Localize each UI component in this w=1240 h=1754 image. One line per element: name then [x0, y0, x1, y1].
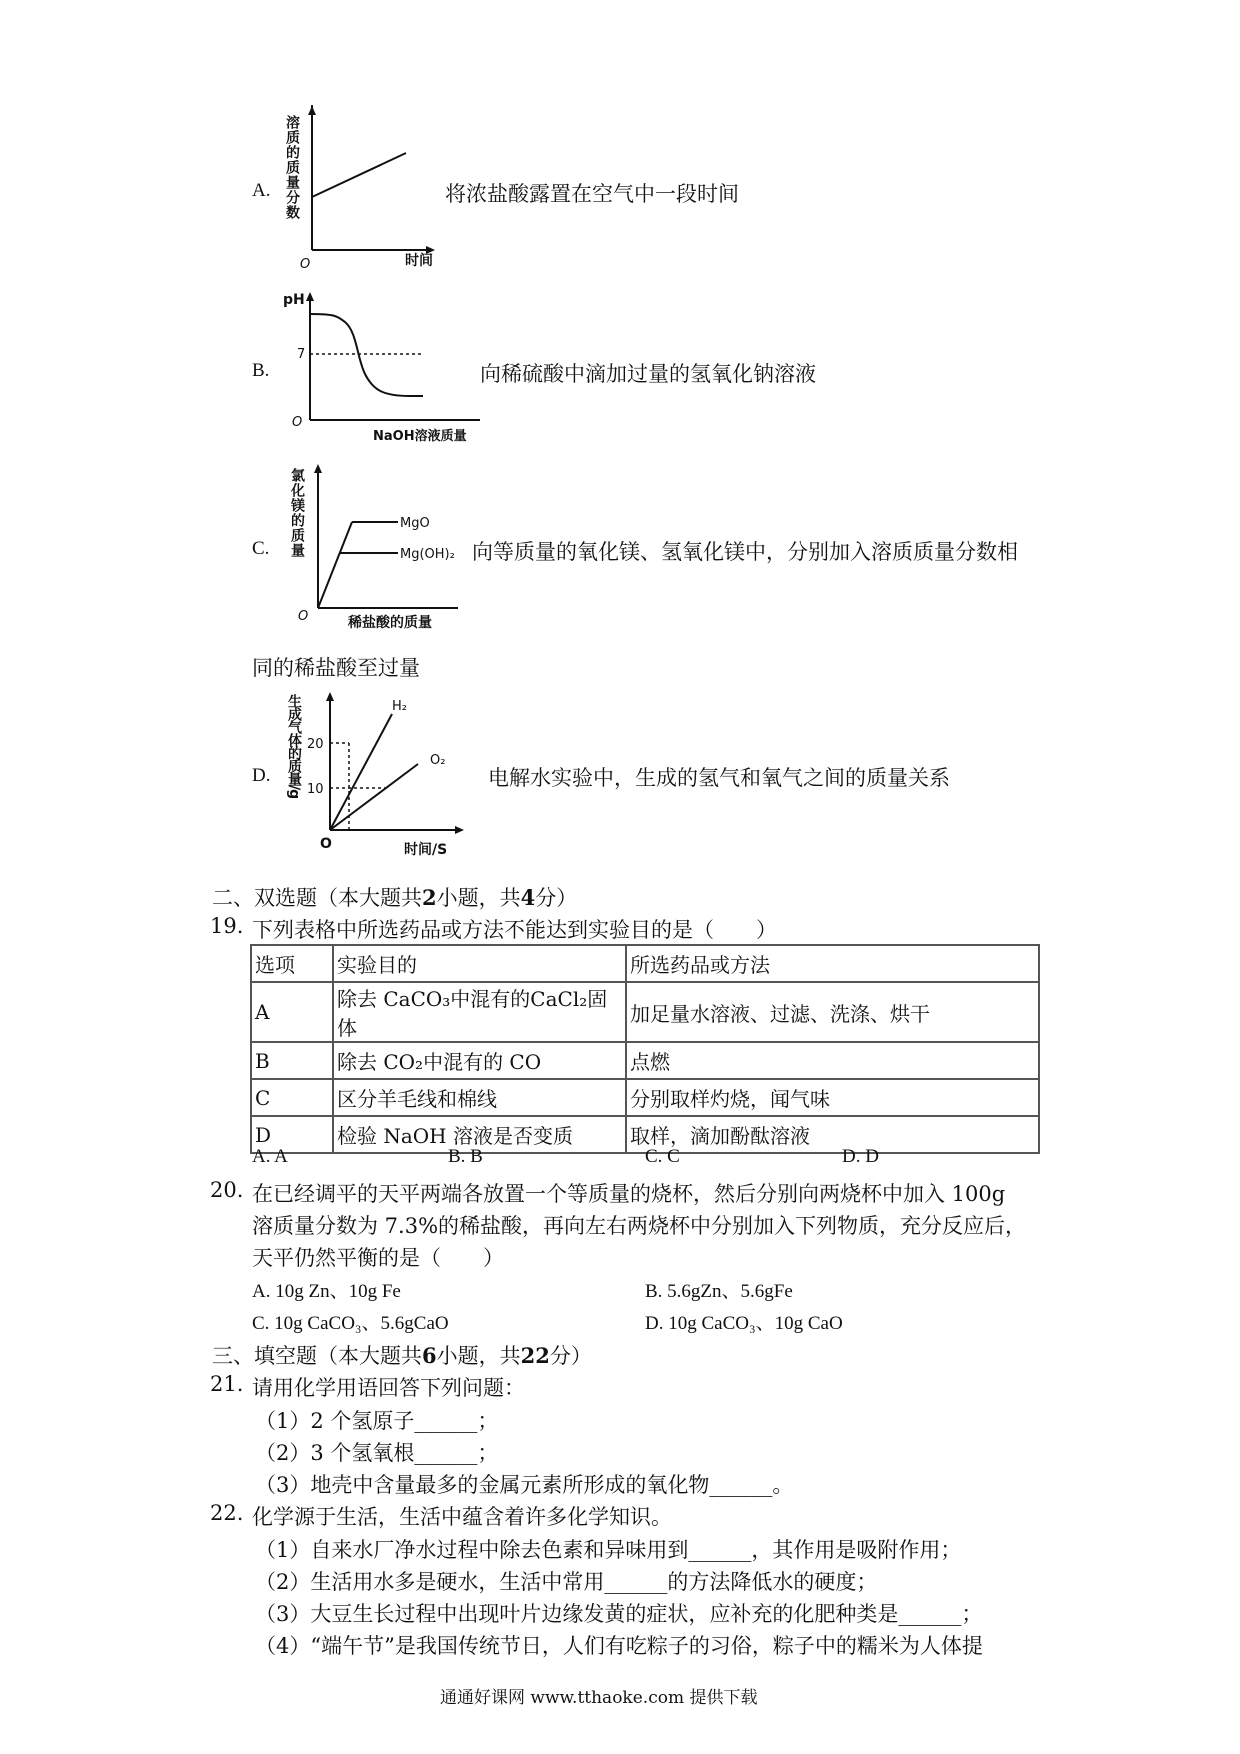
q20-option-c: C. 10g CaCO₃、5.6gCaO: [252, 1313, 449, 1334]
graph-b-ylabel: pH: [283, 292, 305, 308]
graph-b-origin: O: [292, 415, 303, 430]
q22-number: 22.: [210, 1501, 244, 1525]
graph-b-xlabel: NaOH溶液质量: [373, 429, 467, 444]
q22-item-1: （1）自来水厂净水过程中除去色素和异味用到______，其作用是吸附作用；: [255, 1538, 962, 1562]
table-row: [251, 1042, 1039, 1079]
graph-c-origin: O: [298, 609, 309, 624]
q21-stem: 请用化学用语回答下列问题：: [252, 1376, 525, 1400]
q22-item-3: （3）大豆生长过程中出现叶片边缘发黄的症状，应补充的化肥种类是______；: [255, 1602, 983, 1626]
q19-stem: 下列表格中所选药品或方法不能达到实验目的是（ ）: [252, 918, 777, 942]
graph-d-series-h2: H₂: [392, 699, 407, 714]
graph-b-ph-curve: [275, 288, 490, 446]
table-header-cell: 所选药品或方法: [626, 945, 1039, 982]
table-header-cell: 选项: [251, 945, 333, 982]
option-b-letter: B.: [252, 360, 270, 381]
table-cell: 除去 CO₂中混有的 CO: [333, 1042, 626, 1079]
table-cell: 点燃: [626, 1042, 1039, 1079]
graph-d-xlabel: 时间/S: [404, 842, 448, 858]
table-cell: 区分羊毛线和棉线: [333, 1079, 626, 1116]
option-d-caption: 电解水实验中，生成的氢气和氧气之间的质量关系: [488, 766, 950, 790]
graph-a-xlabel: 时间: [405, 253, 433, 269]
option-a-caption: 将浓盐酸露置在空气中一段时间: [445, 182, 739, 206]
q19-option-a: A. A: [252, 1146, 288, 1167]
q22-stem: 化学源于生活，生活中蕴含着许多化学知识。: [252, 1505, 672, 1529]
section-2-heading: 二、双选题（本大题共2小题，共4分）: [212, 885, 578, 910]
option-c-caption-cont: 同的稀盐酸至过量: [252, 656, 420, 680]
graph-a-ylabel: 溶质的质量分数: [284, 115, 300, 220]
q19-option-c: C. C: [645, 1146, 680, 1167]
q20-line-1: 在已经调平的天平两端各放置一个等质量的烧杯，然后分别向两烧杯中加入 100g: [252, 1182, 1006, 1206]
q19-table: [250, 944, 1040, 1154]
q20-number: 20.: [210, 1178, 244, 1202]
option-c-caption: 向等质量的氧化镁、氢氧化镁中，分别加入溶质质量分数相: [472, 540, 1018, 564]
graph-b-tick-7: 7: [297, 347, 306, 362]
table-cell: C: [251, 1079, 333, 1116]
q19-option-d: D. D: [842, 1146, 879, 1167]
q20-line-2: 溶质量分数为 7.3%的稀盐酸，再向左右两烧杯中分别加入下列物质，充分反应后，: [252, 1214, 1027, 1238]
table-header-cell: 实验目的: [333, 945, 626, 982]
graph-c-series-mgoh2: Mg(OH)₂: [400, 547, 455, 562]
graph-a-solute-fraction: [270, 105, 440, 275]
graph-a-origin: O: [300, 257, 311, 272]
table-cell: D: [251, 1116, 333, 1153]
graph-d-tick-10: 10: [307, 782, 324, 797]
q19-option-b: B. B: [448, 1146, 483, 1167]
option-d-letter: D.: [252, 765, 271, 786]
table-cell: 分别取样灼烧，闻气味: [626, 1079, 1039, 1116]
graph-c-mgcl2-mass: [280, 460, 475, 632]
section-3-heading: 三、填空题（本大题共6小题，共22分）: [212, 1343, 592, 1368]
q20-option-a: A. 10g Zn、10g Fe: [252, 1281, 401, 1302]
graph-d-h2-line: [330, 714, 392, 830]
q21-number: 21.: [210, 1372, 244, 1396]
table-row: [251, 982, 1039, 1042]
q22-item-4: （4）“端午节”是我国传统节日，人们有吃粽子的习俗，粽子中的糯米为人体提: [255, 1634, 983, 1658]
q21-item-3: （3）地壳中含量最多的金属元素所形成的氧化物______。: [255, 1473, 794, 1497]
table-cell: A: [251, 982, 333, 1042]
footer-source: 通通好课网 www.tthaoke.com 提供下载: [440, 1688, 758, 1708]
q19-number: 19.: [210, 914, 244, 938]
graph-d-series-o2: O₂: [430, 753, 446, 768]
graph-a-line: [312, 153, 406, 197]
q21-item-1: （1）2 个氢原子______；: [255, 1409, 499, 1433]
graph-c-xlabel: 稀盐酸的质量: [348, 615, 432, 631]
graph-c-series-mgo: MgO: [400, 516, 430, 531]
graph-d-o2-line: [330, 764, 418, 830]
graph-d-origin: O: [320, 836, 332, 852]
table-cell: 检验 NaOH 溶液是否变质: [333, 1116, 626, 1153]
q21-item-2: （2）3 个氢氧根______；: [255, 1441, 499, 1465]
graph-b-curve: [310, 314, 423, 396]
table-row: [251, 1079, 1039, 1116]
option-a-letter: A.: [252, 180, 271, 201]
table-header-row: [251, 945, 1039, 982]
q20-option-b: B. 5.6gZn、5.6gFe: [645, 1281, 793, 1302]
table-cell: 加足量水溶液、过滤、洗涤、烘干: [626, 982, 1039, 1042]
q20-line-3: 天平仍然平衡的是（ ）: [252, 1246, 504, 1270]
graph-d-electrolysis: [282, 688, 472, 860]
table-cell: 取样，滴加酚酞溶液: [626, 1116, 1039, 1153]
graph-c-ylabel: 氯化镁的质量: [289, 468, 305, 558]
q20-option-d: D. 10g CaCO₃、10g CaO: [645, 1313, 843, 1334]
graph-d-tick-20: 20: [307, 737, 324, 752]
graph-d-ylabel: 生成气体的质量/g: [286, 694, 302, 799]
q22-item-2: （2）生活用水多是硬水，生活中常用______的方法降低水的硬度；: [255, 1570, 878, 1594]
table-cell: 除去 CaCO₃中混有的CaCl₂固体: [333, 982, 626, 1042]
table-cell: B: [251, 1042, 333, 1079]
option-c-letter: C.: [252, 538, 270, 559]
option-b-caption: 向稀硫酸中滴加过量的氢氧化钠溶液: [480, 362, 816, 386]
